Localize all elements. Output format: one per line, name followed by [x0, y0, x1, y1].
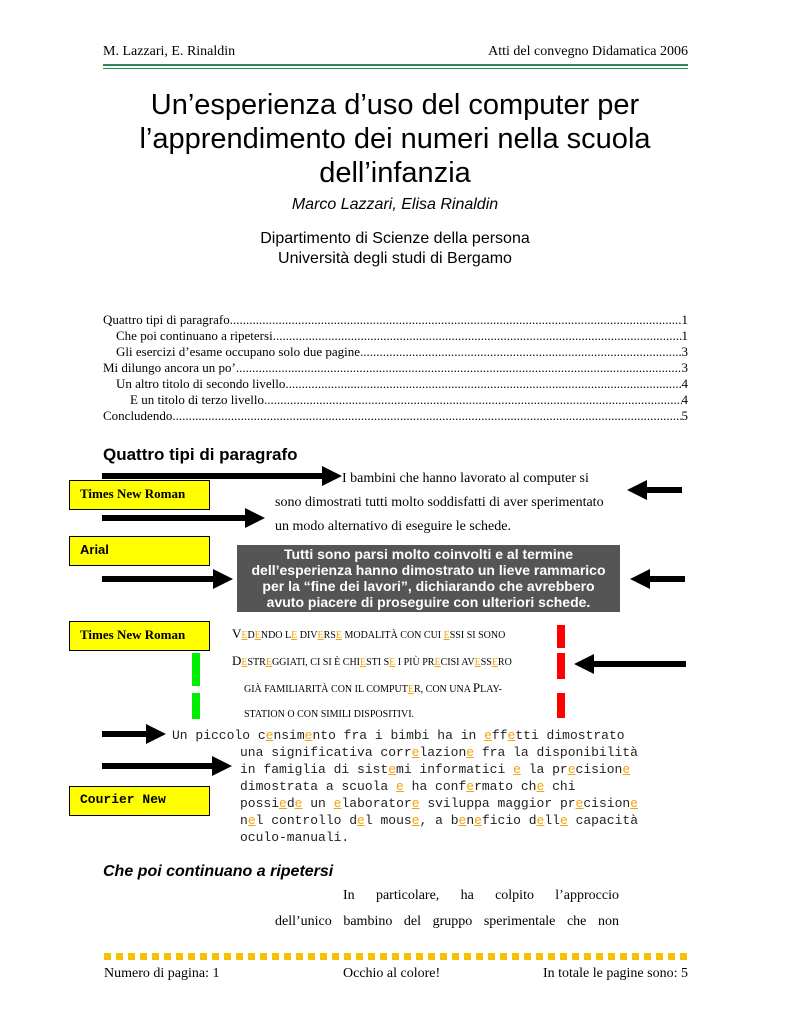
- font-label-arial: Arial: [69, 536, 210, 566]
- para4-line-7: oculo-manuali.: [240, 830, 350, 845]
- para2-line-3: per la “fine dei lavori”, dichiarando che avrebbero: [262, 578, 595, 594]
- toc-label: Concludendo: [103, 408, 173, 423]
- toc-label: Mi dilungo ancora un po’: [103, 360, 236, 375]
- para2-line-1: Tutti sono parsi molto coinvolti e al termine: [283, 546, 574, 562]
- footer-rule: [104, 953, 688, 960]
- header-left: M. Lazzari, E. Rinaldin: [103, 44, 236, 59]
- para4-line-6: nel controllo del mouse, a beneficio delle capacità: [240, 813, 638, 828]
- para1-line-3: un modo alternativo di eseguire le schede.: [275, 519, 511, 534]
- toc-label: Un altro titolo di secondo livello: [116, 376, 286, 391]
- section-heading: Quattro tipi di paragrafo: [103, 445, 298, 464]
- title-line-2: l’apprendimento dei numeri nella scuola: [139, 123, 651, 155]
- para2-line-4: avuto piacere di proseguire con ulteriori schede.: [266, 594, 591, 610]
- arrow-right-icon: [102, 508, 265, 528]
- font-label-times: Times New Roman: [69, 621, 210, 651]
- para4-line-2: una significativa correlazione fra la disponibilità: [240, 745, 638, 760]
- toc-page: 3: [681, 360, 688, 375]
- para4-line-4: dimostrata a scuola e ha confermato che chi: [240, 779, 576, 794]
- toc-page: 1: [681, 328, 688, 343]
- para5-line-2: dell’unico bambino del gruppo sperimentale che non: [275, 914, 619, 929]
- toc-page: 5: [681, 408, 688, 423]
- title-line-3: dell’infanzia: [319, 157, 471, 189]
- subsection-heading: Che poi continuano a ripetersi: [103, 863, 334, 880]
- font-label-courier: Courier New: [69, 786, 210, 816]
- para2-box: [237, 545, 620, 612]
- para3-line-2: DESTREGGIATI, CI SI È CHIESTI SE I PIÙ PRECISI AVESSERO: [232, 653, 512, 668]
- affiliation-line-2: Università degli studi di Bergamo: [278, 250, 512, 267]
- title-line-1: Un’esperienza d’uso del computer per: [150, 89, 640, 121]
- para1-line-1: I bambini che hanno lavorato al computer si: [342, 471, 589, 486]
- arrow-left-icon: [630, 569, 685, 589]
- para3-line-1: VEDENDO LE DIVERSE MODALITÀ CON CUI ESSI SI SONO: [232, 626, 506, 641]
- toc-page: 3: [681, 344, 688, 359]
- para4-line-5: possiede un elaboratore sviluppa maggior precisione: [240, 796, 638, 811]
- para4-line-3: in famiglia di sistemi informatici e la precisione: [240, 762, 631, 777]
- header-right: Atti del convegno Didamatica 2006: [488, 44, 688, 59]
- authors: Marco Lazzari, Elisa Rinaldin: [291, 196, 499, 213]
- green-bar: [192, 653, 200, 686]
- arrow-right-icon: [102, 569, 233, 589]
- arrow-right-icon: [102, 724, 166, 744]
- para3-line-3: GIÀ FAMILIARITÀ CON IL COMPUTER, CON UNA PLAY-: [244, 680, 502, 695]
- red-bar: [557, 653, 565, 679]
- arrow-left-icon: [627, 480, 682, 500]
- font-label-times: Times New Roman: [69, 480, 210, 510]
- para1-line-2: sono dimostrati tutti molto soddisfatti di aver sperimentato: [275, 495, 604, 510]
- red-bar: [557, 625, 565, 648]
- para2-line-2: dell’esperienza hanno dimostrato un lieve rammarico: [251, 562, 606, 578]
- footer-left: Numero di pagina: 1: [104, 966, 220, 981]
- arrow-left-icon: [574, 654, 686, 674]
- arrow-right-icon: [102, 756, 232, 776]
- green-bar: [192, 693, 200, 719]
- para4-line-1: Un piccolo censimento fra i bimbi ha in effetti dimostrato: [172, 728, 625, 743]
- toc-label: Quattro tipi di paragrafo: [103, 312, 230, 327]
- toc-page: 1: [681, 312, 688, 327]
- toc-page: 4: [681, 392, 688, 407]
- affiliation-line-1: Dipartimento di Scienze della persona: [260, 230, 530, 247]
- toc-page: 4: [681, 376, 688, 391]
- red-bar: [557, 693, 565, 718]
- toc-label: E un titolo di terzo livello: [130, 392, 264, 407]
- footer-right: In totale le pagine sono: 5: [542, 966, 688, 981]
- toc-label: Gli esercizi d’esame occupano solo due pagine: [116, 344, 361, 359]
- toc-label: Che poi continuano a ripetersi: [116, 328, 273, 343]
- para5-line-1: In particolare, ha colpito l’approccio: [343, 888, 619, 903]
- para3-line-4: STATION O CON SIMILI DISPOSITIVI.: [244, 709, 415, 720]
- footer-center: Occhio al colore!: [343, 966, 441, 981]
